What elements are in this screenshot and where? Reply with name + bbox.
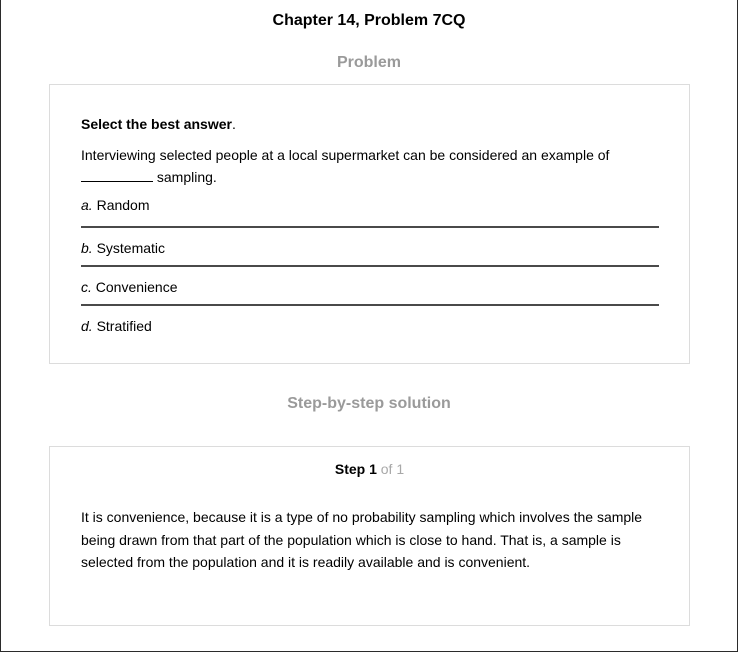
problem-heading: Problem [336, 54, 401, 71]
option-d [81, 306, 659, 345]
option-a [81, 191, 659, 228]
option-letter: d. [81, 318, 93, 334]
option-b [81, 228, 659, 267]
question-body: Interviewing selected people at a local supermarket can be considered an example of [81, 147, 610, 163]
problem-card [49, 84, 690, 364]
question-after-blank: sampling. [153, 169, 217, 185]
option-text: Random [92, 197, 150, 213]
instruction-bold: Select the best answer [81, 116, 232, 132]
option-letter: c. [81, 279, 92, 295]
option-text: Stratified [92, 318, 152, 334]
option-c [81, 267, 659, 306]
option-text: Systematic [92, 240, 166, 256]
instruction-suffix: . [231, 116, 236, 132]
question-text [81, 144, 661, 188]
option-letter: b. [81, 240, 93, 256]
step-label: Step 1 [334, 461, 377, 477]
answer-blank [81, 169, 153, 182]
page-title: Chapter 14, Problem 7CQ [272, 12, 466, 29]
instruction [81, 115, 236, 133]
answer-options [81, 191, 659, 345]
solution-text: It is convenience, because it is a type of no probability sampling which involves the sample being drawn from that part of the population which is close to hand. That is, a sample is selected from the population and it is readily available and is convenient. [81, 509, 643, 570]
option-text: Convenience [91, 279, 178, 295]
step-of: of 1 [376, 461, 405, 477]
solution-heading: Step-by-step solution [287, 395, 451, 412]
step-counter [50, 460, 689, 478]
option-letter: a. [81, 197, 93, 213]
solution-card [49, 446, 690, 626]
